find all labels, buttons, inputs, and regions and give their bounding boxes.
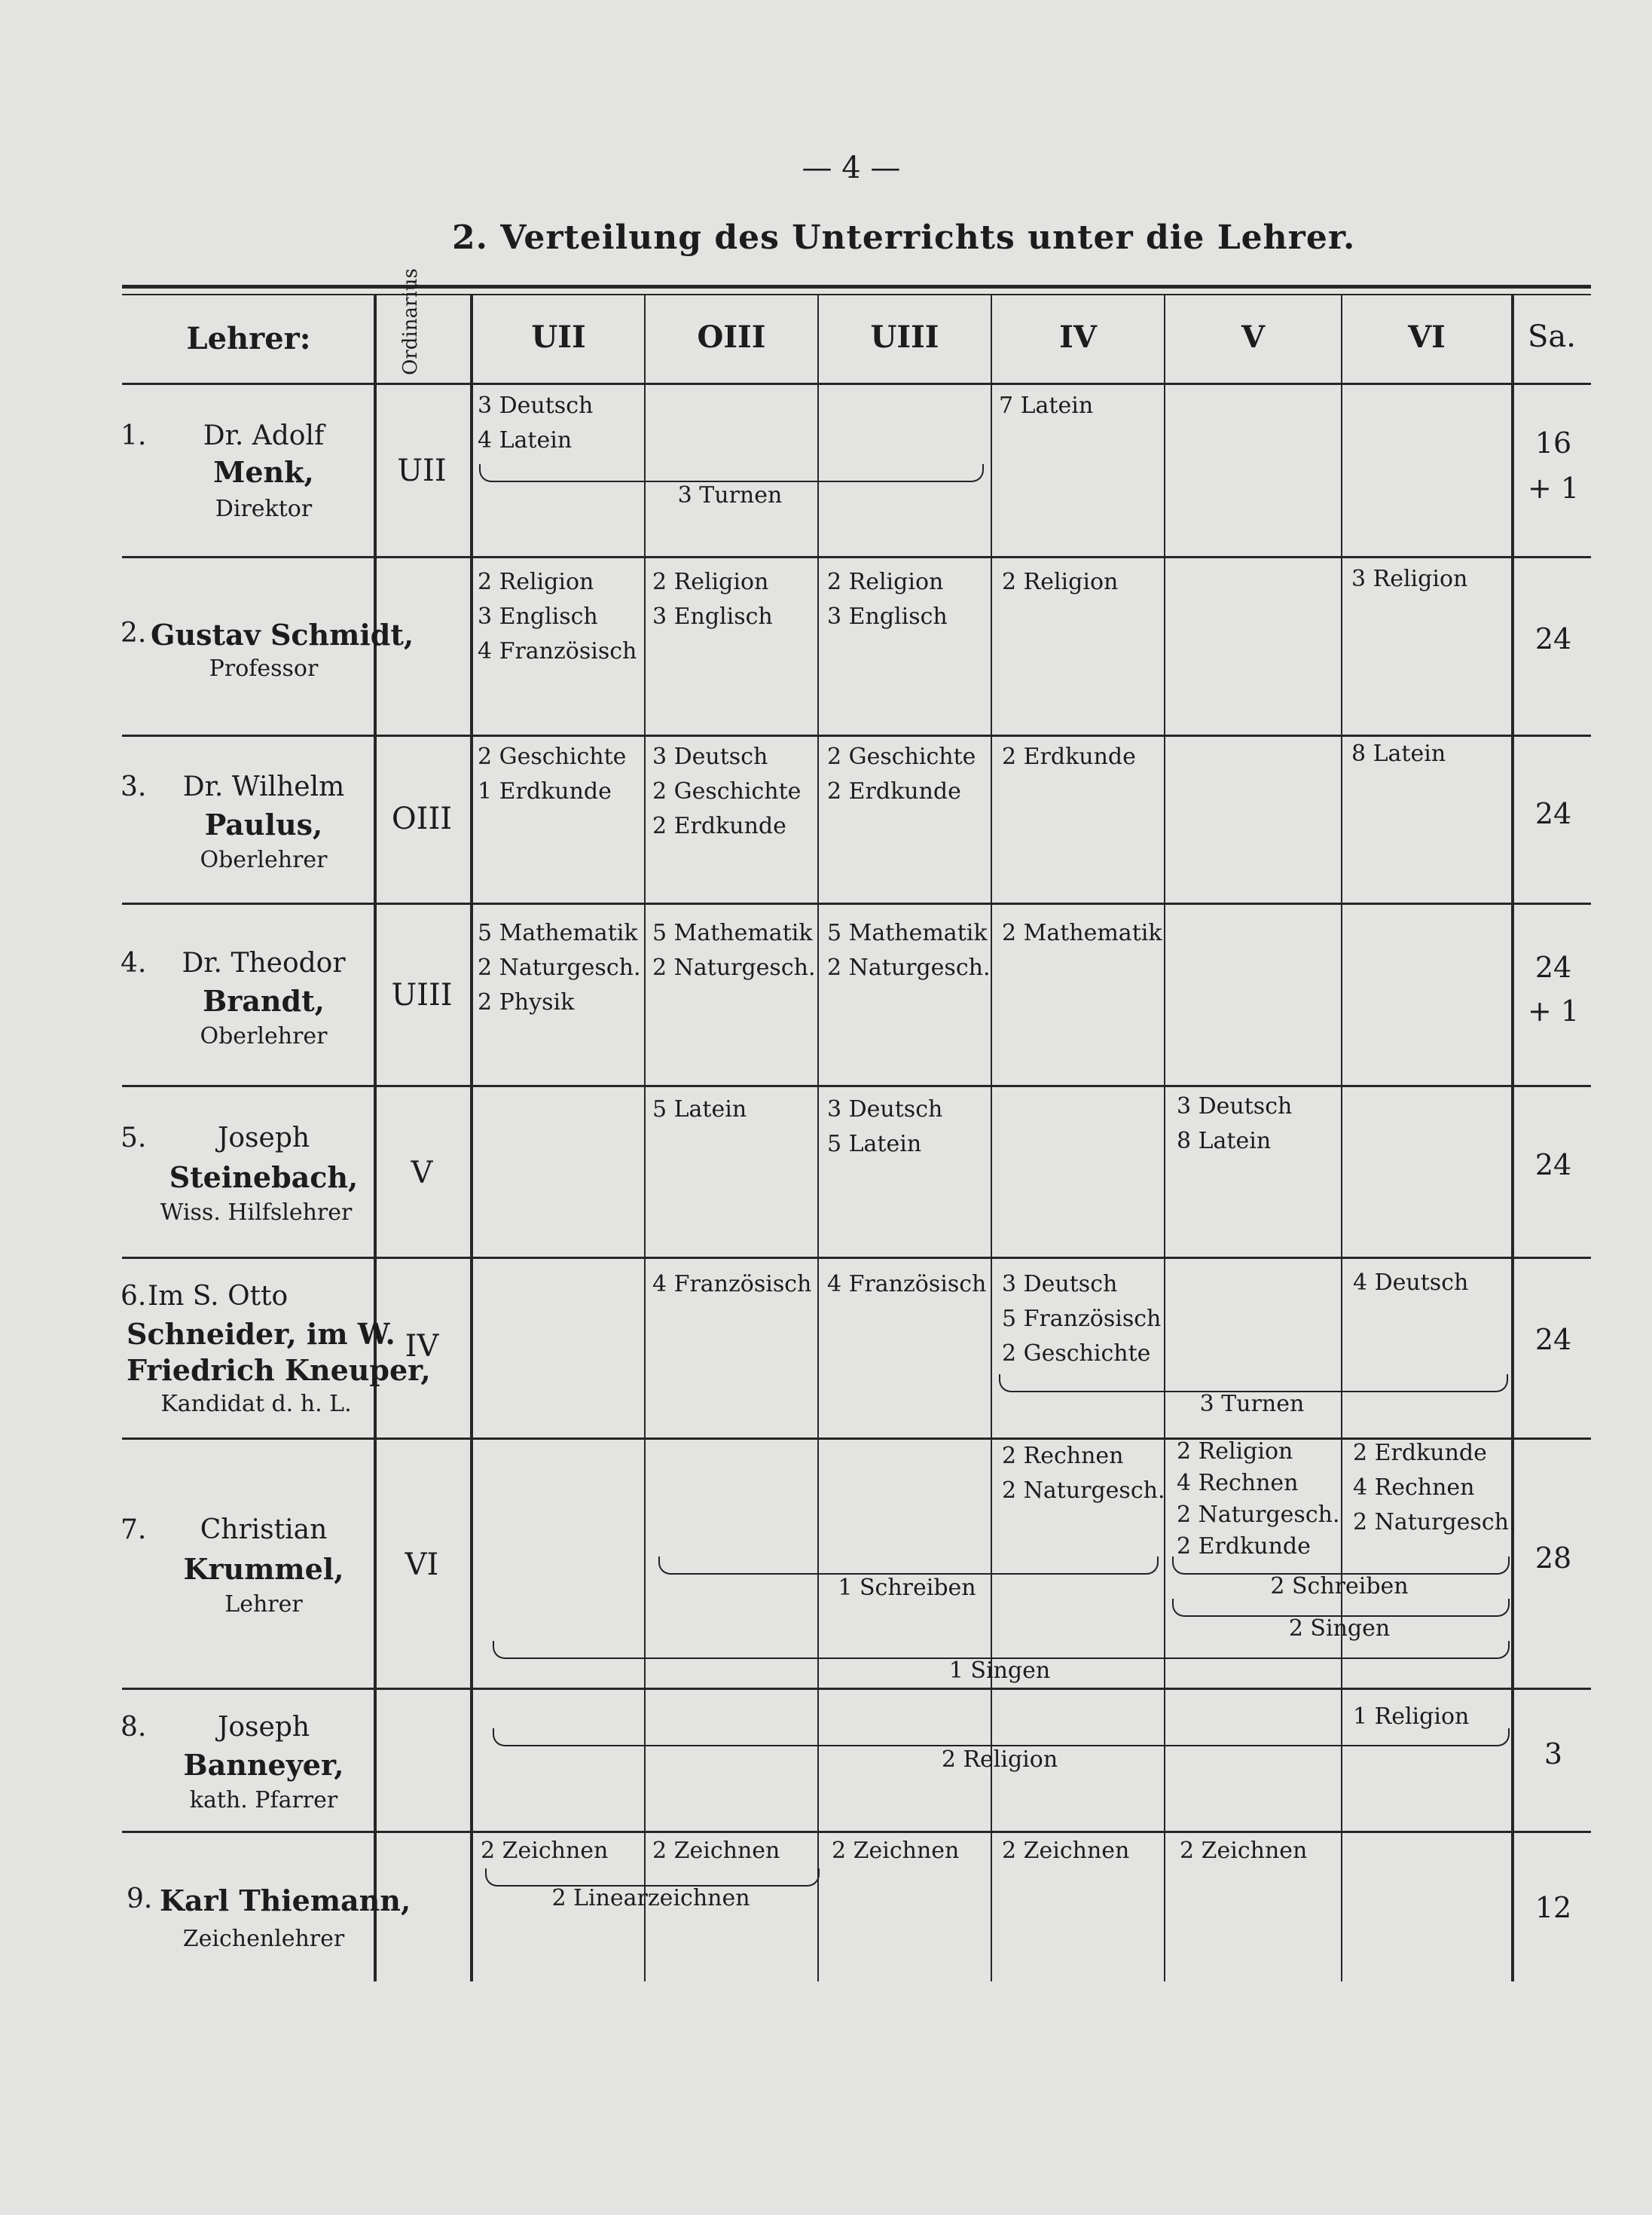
cell-vi: 4 Deutsch <box>1353 1269 1469 1296</box>
row-sum: 24 <box>1534 622 1572 655</box>
brace-schreiben <box>658 1557 1159 1575</box>
row-sum-extra: + 1 <box>1527 994 1580 1028</box>
teacher-name: Dr. Theodor <box>182 948 346 979</box>
teacher-name: Joseph <box>217 1712 310 1743</box>
row-sum: 24 <box>1534 797 1572 830</box>
cell-iv: 2 Mathematik <box>1002 920 1162 946</box>
row-sum: 24 <box>1534 1148 1572 1181</box>
header-rule <box>122 383 1591 385</box>
brace-label: 1 Singen <box>948 1657 1051 1684</box>
header-class-iv: IV <box>1059 319 1097 355</box>
teacher-number: 9. <box>127 1884 153 1914</box>
cell-oiii: 3 Deutsch 2 Geschichte 2 Erdkunde <box>652 744 802 839</box>
table-top-rule-thin <box>122 294 1591 295</box>
row-sum: 24 <box>1534 1323 1572 1356</box>
ordinarius-class: UII <box>397 454 447 488</box>
cell-iv: 2 Zeichnen <box>1002 1838 1130 1864</box>
brace-religion <box>493 1728 1510 1746</box>
cell-uii: 2 Zeichnen <box>481 1838 609 1864</box>
brace-label: 3 Turnen <box>677 482 783 509</box>
cell-vi: 2 Erdkunde 4 Rechnen 2 Naturgesch. <box>1353 1440 1516 1535</box>
cell-v: 3 Deutsch 8 Latein <box>1177 1093 1293 1154</box>
cell-vi: 3 Religion <box>1351 566 1468 592</box>
cell-uiii: 5 Mathematik 2 Naturgesch. <box>827 920 991 981</box>
header-sum: Sa. <box>1528 319 1576 354</box>
col-rule-ordinarius <box>374 294 377 1981</box>
cell-oiii: 2 Religion 3 Englisch <box>652 569 773 630</box>
teacher-role: Professor <box>209 655 319 682</box>
row-rule-8 <box>122 1831 1591 1833</box>
teacher-number: 2. <box>121 618 147 649</box>
row-sum: 12 <box>1534 1891 1572 1924</box>
header-class-vi: VI <box>1408 319 1446 355</box>
header-class-uiii: UIII <box>870 319 939 355</box>
teacher-name: Gustav Schmidt, <box>151 618 414 652</box>
col-rule-uii <box>470 294 473 1981</box>
teacher-name-2: Menk, <box>213 455 314 489</box>
teacher-name-2: Krummel, <box>183 1552 344 1586</box>
row-rule-1 <box>122 556 1591 558</box>
row-sum: 24 <box>1534 951 1572 984</box>
row-rule-5 <box>122 1257 1591 1259</box>
cell-v: 2 Zeichnen <box>1180 1838 1308 1864</box>
cell-iv: 2 Erdkunde <box>1002 744 1136 770</box>
cell-iv: 2 Religion <box>1002 569 1119 595</box>
brace-label: 2 Schreiben <box>1270 1573 1409 1599</box>
teacher-name-3: Friedrich Kneuper, <box>127 1353 431 1387</box>
brace-label: 2 Religion <box>941 1746 1058 1773</box>
table-top-rule <box>122 285 1591 289</box>
row-sum: 3 <box>1544 1737 1563 1770</box>
teacher-number: 8. <box>121 1712 147 1743</box>
cell-uii: 3 Deutsch 4 Latein <box>478 393 594 454</box>
brace-schreiben <box>1172 1557 1510 1575</box>
teacher-name-2: Brandt, <box>203 984 325 1018</box>
brace-linearzeichnen <box>485 1868 820 1887</box>
teacher-number: 4. <box>121 948 147 979</box>
header-class-v: V <box>1241 319 1266 355</box>
brace-label: 2 Singen <box>1288 1615 1391 1642</box>
cell-oiii: 5 Latein <box>652 1096 747 1123</box>
teacher-name: Christian <box>200 1514 328 1545</box>
teacher-role: Wiss. Hilfslehrer <box>160 1199 353 1226</box>
ordinarius-class: V <box>411 1156 433 1190</box>
cell-iv: 7 Latein <box>999 393 1094 419</box>
teacher-role: kath. Pfarrer <box>189 1787 338 1813</box>
teacher-name: Karl Thiemann, <box>160 1884 411 1917</box>
row-sum: 28 <box>1534 1541 1572 1575</box>
brace-turnen <box>999 1374 1508 1392</box>
teacher-name-2: Schneider, im W. <box>127 1317 395 1351</box>
header-class-oiii: OIII <box>697 319 766 355</box>
col-rule-sum <box>1511 294 1514 1981</box>
cell-uii: 5 Mathematik 2 Naturgesch. 2 Physik <box>478 920 641 1016</box>
brace-turnen <box>479 464 984 482</box>
cell-uiii: 2 Geschichte 2 Erdkunde <box>827 744 976 805</box>
teacher-name: Joseph <box>217 1123 310 1153</box>
brace-label: 3 Turnen <box>1199 1391 1305 1417</box>
header-class-uii: UII <box>531 319 586 355</box>
cell-oiii: 5 Mathematik 2 Naturgesch. <box>652 920 816 981</box>
cell-uiii: 2 Zeichnen <box>832 1838 960 1864</box>
cell-uii: 2 Geschichte 1 Erdkunde <box>478 744 627 805</box>
teacher-number: 1. <box>121 420 147 451</box>
teacher-number: 5. <box>121 1123 147 1153</box>
row-sum: 16 <box>1534 426 1572 460</box>
cell-vi: 1 Religion <box>1353 1703 1470 1730</box>
teacher-role: Oberlehrer <box>200 847 328 873</box>
teacher-role: Zeichenlehrer <box>182 1926 345 1952</box>
teacher-number: 3. <box>121 771 147 802</box>
cell-uiii: 3 Deutsch 5 Latein <box>827 1096 943 1157</box>
section-title: 2. Verteilung des Unterrichts unter die Lehrer. <box>452 218 1356 257</box>
teacher-role: Kandidat d. h. L. <box>160 1391 352 1417</box>
row-sum-extra: + 1 <box>1527 472 1580 505</box>
page-number: — 4 — <box>802 151 901 185</box>
cell-uiii: 2 Religion 3 Englisch <box>827 569 948 630</box>
teacher-role: Direktor <box>215 496 313 522</box>
teacher-name: Im S. Otto <box>148 1281 289 1312</box>
teacher-role: Oberlehrer <box>200 1023 328 1049</box>
brace-singen <box>493 1641 1510 1659</box>
row-rule-3 <box>122 903 1591 905</box>
teacher-name-2: Banneyer, <box>183 1748 344 1782</box>
cell-oiii: 2 Zeichnen <box>652 1838 780 1864</box>
ordinarius-class: OIII <box>391 802 453 836</box>
header-teacher: Lehrer: <box>186 321 311 356</box>
ordinarius-class: IV <box>405 1329 439 1364</box>
cell-iv: 2 Rechnen 2 Naturgesch. <box>1002 1443 1165 1504</box>
teacher-number: 7. <box>121 1514 147 1545</box>
row-rule-7 <box>122 1688 1591 1690</box>
brace-label: 2 Linearzeichnen <box>551 1885 750 1911</box>
teacher-name: Dr. Adolf <box>203 420 325 451</box>
teacher-number: 6. <box>121 1281 147 1312</box>
teacher-role: Lehrer <box>224 1591 303 1618</box>
cell-vi: 8 Latein <box>1351 741 1446 767</box>
brace-singen <box>1172 1599 1510 1617</box>
cell-uiii: 4 Französisch <box>827 1271 987 1297</box>
header-ordinarius: Ordinarius <box>399 268 422 375</box>
cell-uii: 2 Religion 3 Englisch 4 Französisch <box>478 569 637 664</box>
teacher-name: Dr. Wilhelm <box>182 771 345 802</box>
cell-oiii: 4 Französisch <box>652 1271 812 1297</box>
brace-label: 1 Schreiben <box>838 1575 976 1601</box>
teacher-name-2: Steinebach, <box>169 1160 359 1194</box>
cell-iv: 3 Deutsch 5 Französisch 2 Geschichte <box>1002 1271 1162 1367</box>
row-rule-4 <box>122 1085 1591 1087</box>
ordinarius-class: VI <box>405 1547 439 1582</box>
cell-v: 2 Religion 4 Rechnen 2 Naturgesch. 2 Erdkunde <box>1177 1438 1340 1560</box>
ordinarius-class: UIII <box>391 978 453 1013</box>
teacher-name-2: Paulus, <box>204 808 323 842</box>
